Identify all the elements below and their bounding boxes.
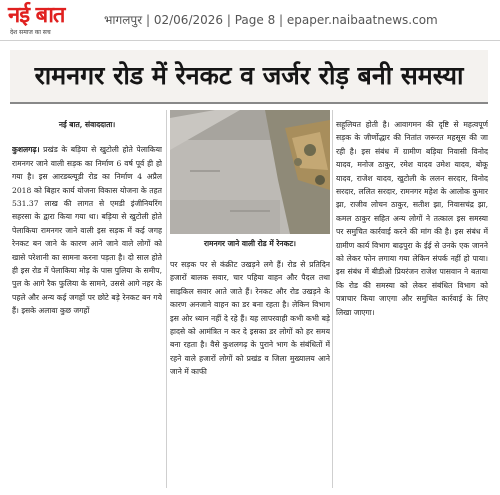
column-1-text: प्रखंड के बड़िया से खुटोली होते पेलाकिया रामनगर जाने वाली सड़क का निर्माण 6 वर्ष पूर्व ही हो गया है। इस आरडब्ल्यूडी रोड का निर्माण 4 अप्रैल 2018 को बिहार कार्य योजना विकास योजना के तहत 531.37 लाख की लागत से एमडी इंजीनियरिंग सहरसा के द्वारा किया गया था। बड़िया से खुटोली होते पेलाकिया रामनगर जाने वाली इस सड़क में कई जगह रेनकट बन जाने के कारण आने जाने वाले लोगों को खासे परेशानी का सामना करना पड़ता है। दो साल होते ही इस रोड में पेलाकिया मोड़ के पास पुलिया के समीप, पुल के आगे रैक फुलिया के सामने, उससे आगे नहर के पहले और अन्य कई जगहों पर छोटे बड़े रेनकट बन गये हैं। इसके अलावा कुछ जगहों xyxy=(12,145,162,316)
separator: | xyxy=(279,13,287,27)
logo-tagline: देश समाज का सच xyxy=(10,29,51,36)
article-headline: रामनगर रोड में रेनकट व जर्जर रोड़ बनी समस्या xyxy=(34,61,464,90)
article-photo xyxy=(170,110,330,234)
photo-caption: रामनगर जाने वाली रोड में रेनकट। xyxy=(170,236,330,252)
article-column-3: सहूलियत होती है। आवागमन की दृष्टि से महत्वपूर्ण सड़क के जीर्णोद्धार की नितांत जरूरत महसूस की जा रही है। इस संबंध में ग्रामीण बड़िया निवासी विनोद यादव, मनोज ठाकुर, रमेश यादव उमेश यादव, बोकू यादव, राजेश यादव, खुटोली के ललन सरदार, विनोद सरदार, ललित सरदार, रामनगर महेश के आलोक कुमार झा, राजीव लोचन ठाकुर, सतीश झा, निवासचंद्र झा, कमल ठाकुर सहित अन्य लोगों ने तत्काल इस समस्या पर समुचित कार्रवाई करने की मांग की है। इस संबंध में ग्रामीण कार्य विभाग बाढ़पुरा के ईई से उनके एक जानने को लेकर फोन लगाया गया लेकिन संपर्क नहीं हो पाया। इस संबंध में बीडीओ प्रियरंजन राजेश पासवान ने बताया कि रोड की समस्या को लेकर संबंधित विभाग को पत्राचार किया जाएगा और समुचित कार्रवाई के लिए लिखा जाएगा। xyxy=(336,120,488,317)
edition-line xyxy=(104,11,438,28)
edition-city: भागलपुर xyxy=(104,13,143,27)
separator: | xyxy=(146,13,154,27)
headline-box xyxy=(10,50,488,104)
page-number: Page 8 xyxy=(234,13,276,27)
article-byline: नई बात, संवाददाता। xyxy=(58,120,116,129)
newspaper-logo[interactable]: नई बात xyxy=(8,3,65,28)
separator: | xyxy=(226,13,235,27)
column-divider xyxy=(332,110,333,488)
article-column-2: पर सड़क पर से कंक्रीट उखड़ने लगे हैं। रोड से प्रतिदिन हजारों बालक सवार, चार पहिया वाहन और पैदल तथा साइकिल सवार आते जाते हैं। रेनकट और रोड उखड़ने के कारण अनजाने वाहन का डर बना रहता है। लेकिन विभाग इस ओर ध्यान नहीं दे रहे हैं। यह लापरवाही कभी कभी बड़े हादसे को आमंत्रित न कर दे इसका डर लोगों को हर समय बना रहता है। वैसे कुशलगढ़ के पुराने भाग के संबंधितों में रहने वाले हजारों लोगों को प्रखंड व जिला मुख्यालय आने जाने में काफी xyxy=(170,260,330,377)
article-column-1 xyxy=(12,118,162,488)
edition-date: 02/06/2026 xyxy=(153,13,224,27)
article-dateline: कुशलगढ़। xyxy=(12,145,40,155)
site-link[interactable]: epaper.naibaatnews.com xyxy=(286,13,438,27)
road-photo-illustration xyxy=(170,110,330,234)
masthead xyxy=(0,0,500,41)
column-divider xyxy=(166,110,167,488)
